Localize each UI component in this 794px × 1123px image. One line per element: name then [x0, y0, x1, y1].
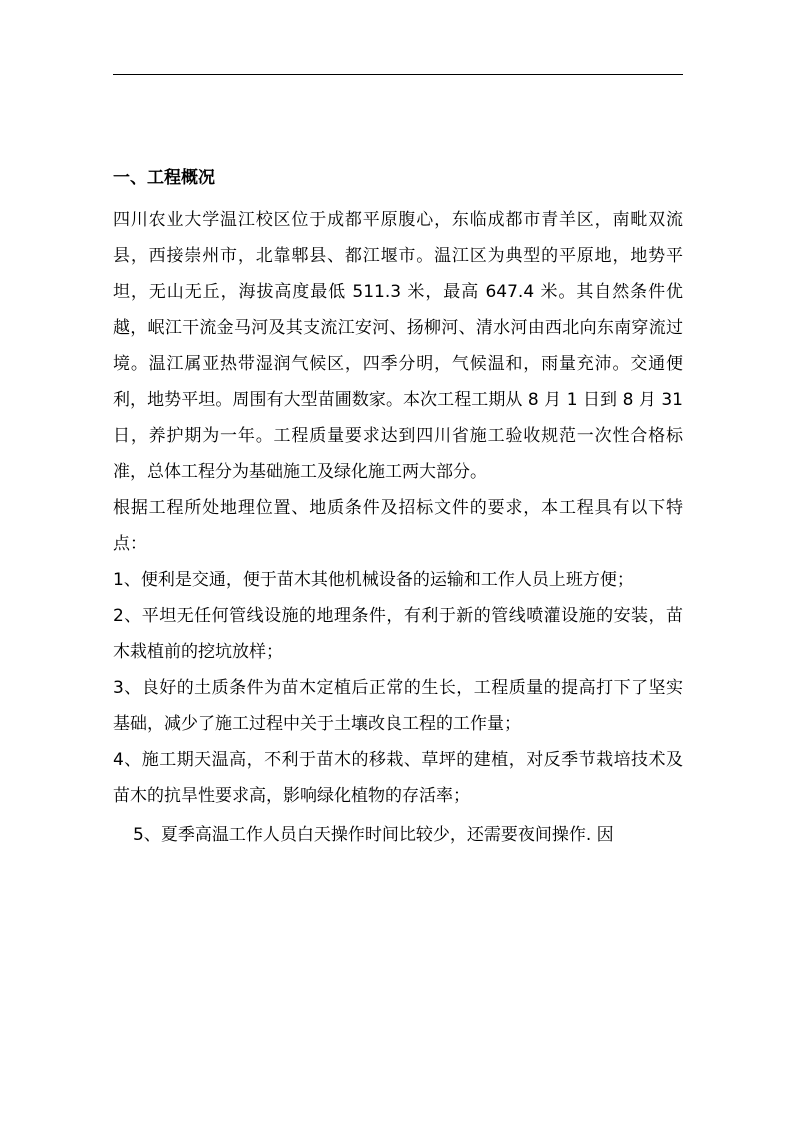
features-intro-paragraph: 根据工程所处地理位置、地质条件及招标文件的要求，本工程具有以下特点： [113, 498, 683, 554]
feature-item-4: 4、施工期天温高，不利于苗木的移栽、草坪的建植，对反季节栽培技术及苗木的抗旱性要求高，影响绿化植物的存活率； [113, 750, 683, 806]
feature-item-5: 5、夏季高温工作人员白天操作时间比较少，还需要夜间操作. 因 [133, 825, 614, 845]
header-rule [113, 74, 683, 75]
feature-item-3: 3、良好的土质条件为苗木定植后正常的生长，工程质量的提高打下了坚实基础，减少了施工过程中关于土壤改良工程的工作量； [113, 678, 683, 734]
feature-item-2: 2、平坦无任何管线设施的地理条件，有利于新的管线喷灌设施的安装，苗木栽植前的挖坑放样； [113, 606, 683, 662]
feature-item-1: 1、便利是交通，便于苗木其他机械设备的运输和工作人员上班方便； [113, 570, 634, 590]
section-heading: 一、工程概况 [113, 168, 215, 188]
intro-paragraph: 四川农业大学温江校区位于成都平原腹心，东临成都市青羊区，南毗双流县，西接崇州市，北靠郫县、都江堰市。温江区为典型的平原地，地势平坦，无山无丘，海拔高度最低 511.3 米，最高 647.4 米。其自然条件优越，岷江干流金马河及其支流江安河、扬柳河、清水河由西北向东南穿流过境。温江属亚热带湿润气候区，四季分明，气候温和，雨量充沛。交通便利，地势平坦。周围有大型苗圃数家。本次工程工期从 8 月 1 日到 8 月 31 日，养护期为一年。工程质量要求达到四川省施工验收规范一次性合格标准，总体工程分为基础施工及绿化施工两大部分。 [113, 210, 683, 482]
document-body [113, 160, 683, 853]
